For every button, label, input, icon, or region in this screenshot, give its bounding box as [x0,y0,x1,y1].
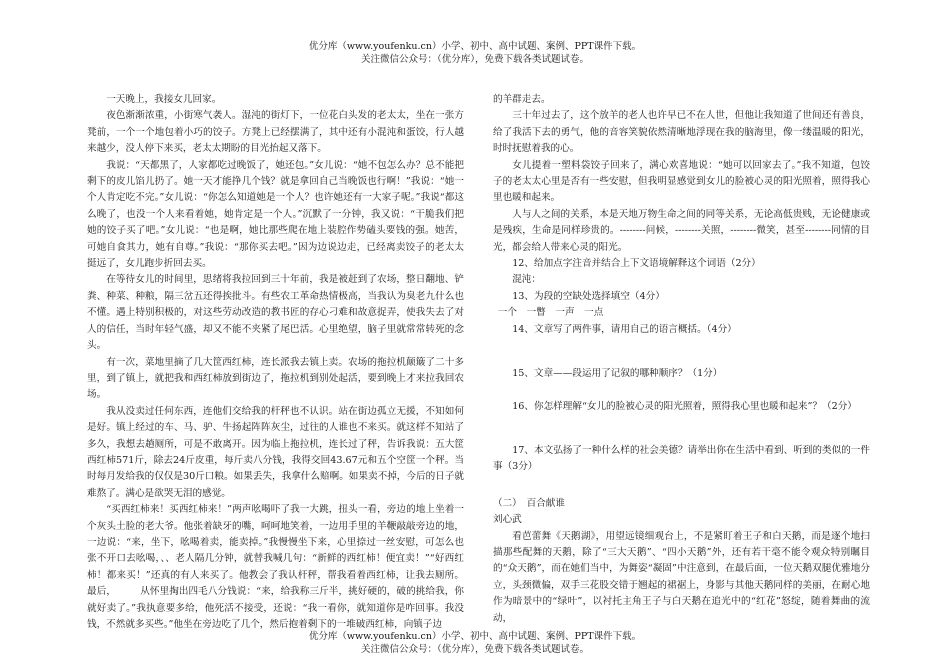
page-header [0,40,950,66]
answer-space [493,415,870,443]
question-17: 17、本文弘扬了一种什么样的社会美德？请举出你在生活中看到、听到的类似的一件事（3分） [493,444,870,473]
paragraph: 看芭蕾舞《天鹅湖》，用望远镜细观台上，不是紧盯着王子和白天鹅，而是逐个地扫描那些配舞的天鹅，除了“三大天鹅”、“四小天鹅”外，还有若干毫不能令观众特别瞩目的“众天鹅”，而在她们当中，为舞姿“凝固”中注意到，在最后面，一位天鹅双腿优雅地分立，头颈微偏，双手三花股交错于翘起的裙裾上，身影与其他天鹅同样的美丽，在耐心地作为暗景中的“绿叶”，以衬托主角王子与白天鹅在追光中的“红花”怒绽，随着舞曲的流动， [493,530,870,624]
answer-space [493,476,870,496]
question-12-word: 混沌： [512,274,541,286]
question-16: 16、你怎样理解“女儿的脸被心灵的阳光照着，照得我心里也暖和起来”？（2分） [512,400,857,412]
footer-line-1: 优分库（www.youfenku.cn）小学、初中、高中试题、案例、PPT课件下载。 [308,631,642,642]
paragraph: 我从没卖过任何东西，连他们交给我的杆秤也不认识。站在街边孤立无援，不知如何是好。镇上经过的车、马、驴、牛扬起阵阵灰尘，过往的人谁也不来买。就这样不知站了多久，我想去趟厕所，可是不敢离开。因为临上拖拉机，连长过了秤，告诉我说：五大筐西红柿571斤，除去24斤皮重，每斤卖八分钱，我得交回43.67元和五个空筐一个秤。当时每月发给我的仅仅是30斤口粮。如果丢失，我拿什么赔啊。如果卖不掉，今后的日子就难熬了。满心是欲哭无泪的感觉。 [87,405,464,499]
paragraph: 我说：“天都黑了，人家都吃过晚饭了，她还包。”女儿说：“她不包怎么办？总不能把剩下的皮儿馅儿扔了。她一天才能挣几个钱？就是拿回自己当晚饭也行啊！”我说：“她一个人肯定吃不完。”女儿说：“你怎么知道她是一个人？也许她还有一大家子呢。”我说“都这么晚了，也没一个人来看着她，她肯定是一个人。”沉默了一分钟，我又说：“干脆我们把她的饺子买了吧。”女儿说：“也是啊，她比那些爬在地上装腔作势磕头要钱的强。她苦，可她自食其力，她有自尊。”我说：“那你买去吧。”因为边说边走，已经离卖饺子的老太太挺远了，女儿跑步折回去买。 [87,159,464,270]
section-title: （二） 百合献谁 [493,497,565,509]
answer-space [493,338,870,366]
paragraph: 三十年过去了，这个放羊的老人也许早已不在人世，但他让我知道了世间还有善良，给了我活下去的勇气，他的音容笑貌依然清晰地浮现在我的脑海里，像一缕温暖的阳光，时时抚慰着我的心。 [493,110,870,155]
paragraph [87,502,464,633]
paragraph: 一天晚上，我接女儿回家。 [106,94,222,105]
question-13-options: 一个 一瞥 一声 一点 [497,307,604,319]
header-line-2: 关注微信公众号：（优分库），免费下载各类试题试卷。 [360,54,589,65]
paragraph-part: 从怀里掏出四毛八分钱说：“来，给我称三斤半，挑好硬的，破的挑给我，你就好卖了。”我执意要多给，他死活不接受，还说：“我一看你，就知道你是咋回事。我没钱，不然就多买些。”他坐在旁边吃了几个，然后抱着剩下的一堆破西红柿，向镇子边 [87,586,465,630]
question-12: 12、给加点字注音并结合上下文语境解释这个词语（2分） [512,258,761,270]
paragraph: 夜色渐渐浓重，小街寒气袭人。湿沌的街灯下，一位花白头发的老太太，坐在一张方凳前，一个一个地包着小巧的饺子。方凳上已经摆满了，其中还有小混沌和蛋饺，行人越来越少，没人停下来买，老太太期盼的目光抬起又落下。 [87,110,464,155]
paragraph-part: “买西红柿来！买西红柿来！”两声吆喝吓了我一大跳，扭头一看，旁边的地上坐着一个灰头土脸的老大爷。他张着缺牙的嘴，呵呵地笑着，一边用手里的羊鞭敲敲旁边的地，一边说：“来，坐下，吆喝着卖，能卖掉。”我慢慢坐下来，心里捺过一丝安慰，可怎么也张不开口去吆喝，、、老人隔几分钟，就替我喊几句：“新鲜的西红柿！便宜卖！”“好西红柿！都来买！”还真的有人来买了。他教会了我认杆秤，帮我看着西红柿，让我去厕所。最后， [87,504,464,598]
paragraph: 女儿提着一塑料袋饺子回来了，满心欢喜地说：“她可以回家去了。”我不知道，包饺子的老太太心里是否有一些安慰，但我明显感觉到女儿的脸被心灵的阳光照着，照得我心里也暖和起来。 [493,159,870,204]
paragraph: 的羊群走去。 [493,94,551,105]
question-15: 15、文章——段运用了记叙的哪种顺序？（1分） [512,368,723,380]
page-footer [0,630,950,656]
footer-line-2: 关注微信公众号：（优分库），免费下载各类试题试卷。 [360,644,589,655]
question-14: 14、文章写了两件事，请用自己的语言概括。（4分） [512,323,737,335]
answer-space [493,383,870,399]
paragraph: 在等待女儿的时间里，思绪将我拉回到三十年前，我是被赶到了农场，整日翻地、铲粪、种菜、种粮，隔三岔五还得挨批斗。有些农工革命热情极高，当我认为臭老九什么也不懂。遇上特别积极的，对这些劳动改造的教书匠的存心刁难和故意捉弄，使我失去了对人的信任，当时年轻气盛，却又不能不夹紧了尾巴活。心里绝望，脑子里就常常转死的念头。 [87,274,464,352]
header-line-1: 优分库（www.youfenku.cn）小学、初中、高中试题、案例、PPT课件下载。 [308,41,642,52]
paragraph: 人与人之间的关系，本是天地万物生命之间的同等关系，无论高低贵贱，无论健康或是残疾，生命是同样珍贵的。--------问候，--------关照，--------微笑，甚至--------同情的目光，都会给人带来心灵的阳光。 [493,208,870,253]
left-column [87,92,464,633]
question-13: 13、为段的空缺处选择填空（4分） [512,290,665,302]
section-author: 刘心武 [493,514,522,526]
paragraph: 有一次，菜地里摘了几大筐西红柿，连长派我去镇上卖。农场的拖拉机颠簸了二十多里，到了镇上，就把我和西红柿放到街边了，拖拉机到别处起活，要到晚上才来拉我回农场。 [87,356,464,401]
right-column [493,92,870,627]
